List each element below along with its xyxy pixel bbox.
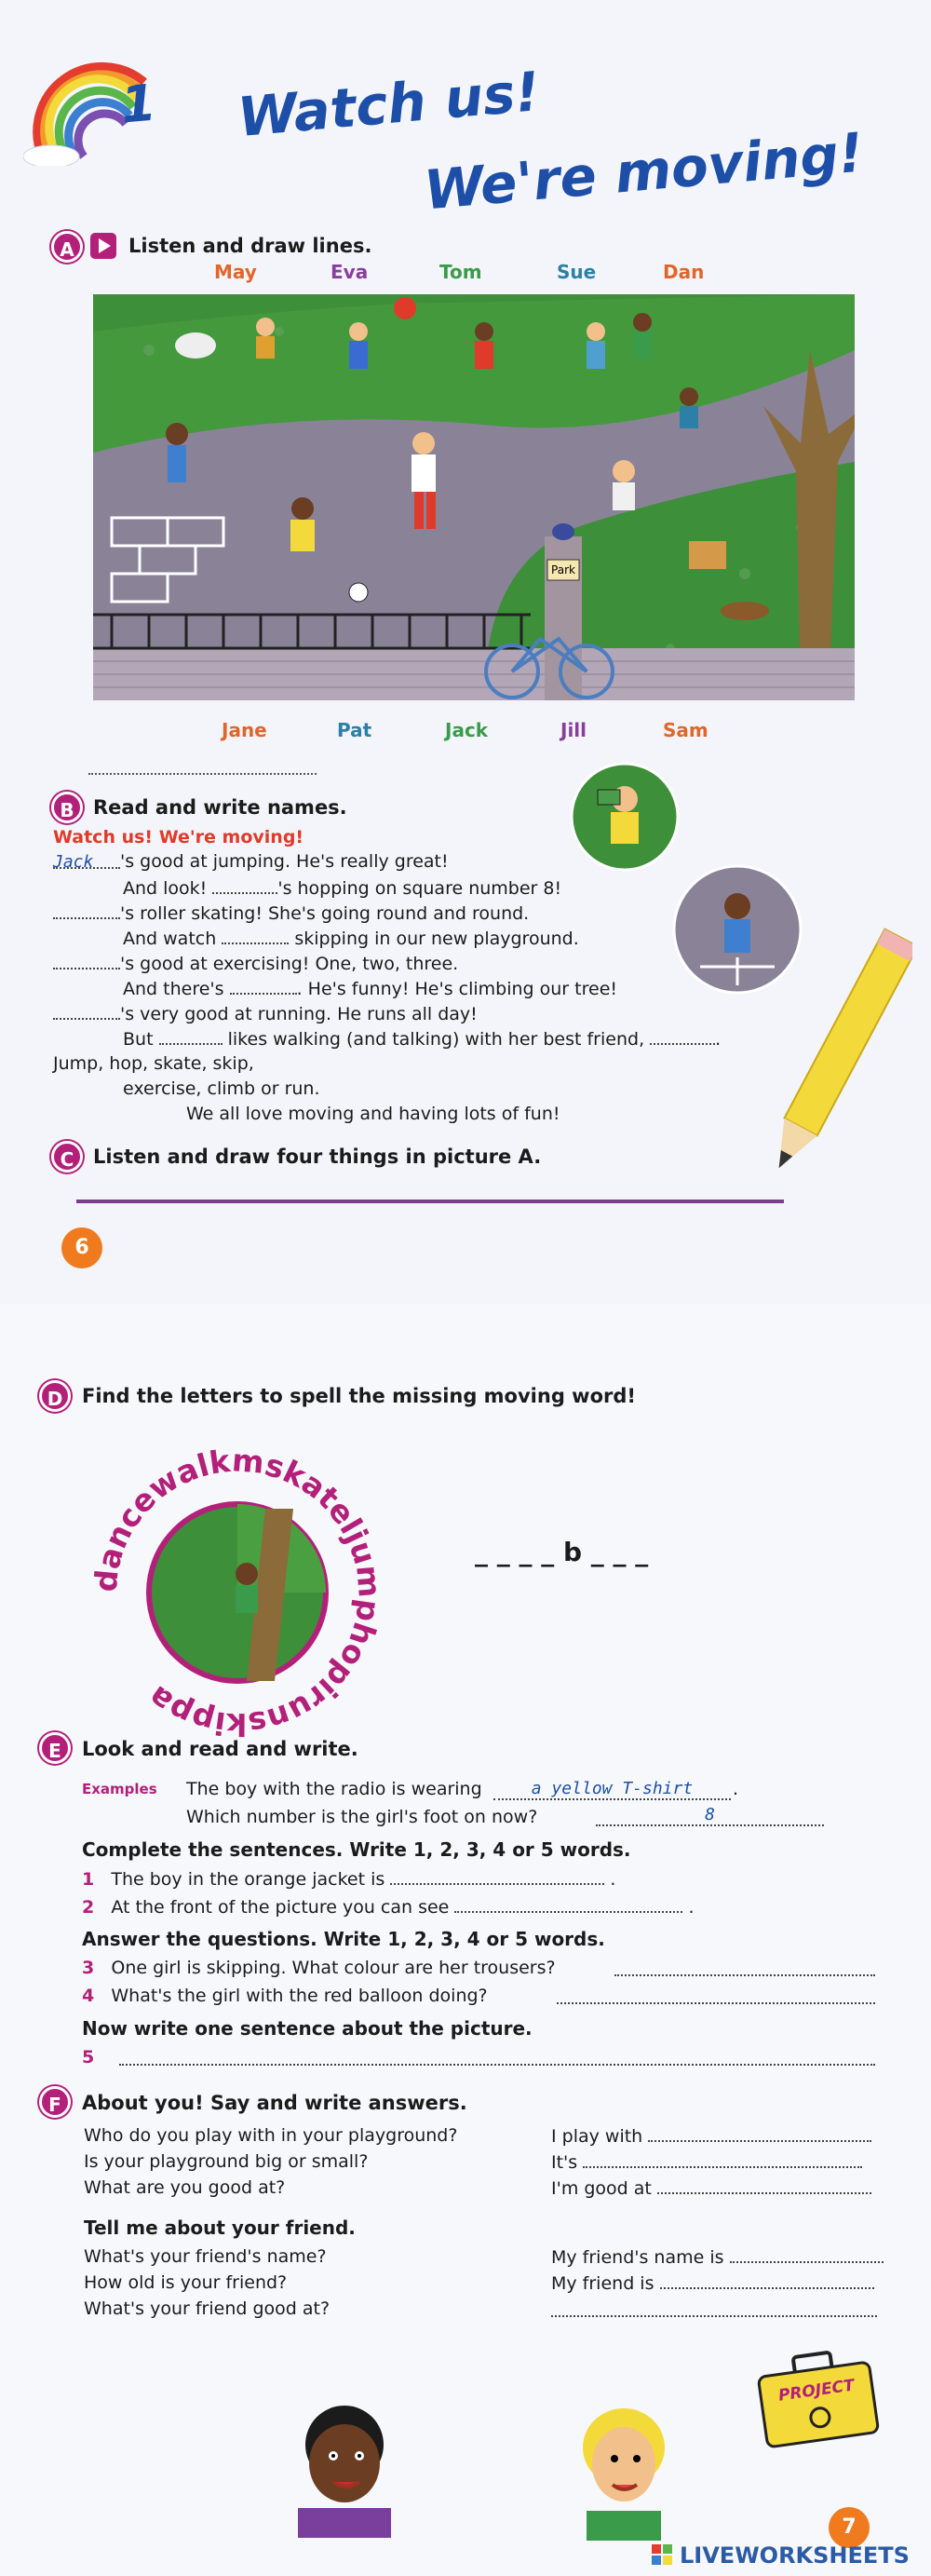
blank-6[interactable] bbox=[230, 978, 297, 995]
circle-letters: dancewalkmskateljumphopirunskippa bbox=[87, 1442, 388, 1743]
about-field-2[interactable] bbox=[583, 2151, 862, 2168]
example-1-period: . bbox=[733, 1779, 739, 1799]
section-e-badge: E bbox=[39, 1732, 71, 1764]
bottom-name-jane: Jane bbox=[222, 719, 267, 741]
poem-line-1: Jack 's good at jumping. He's really great! bbox=[53, 851, 449, 872]
about-question-1: Who do you play with in your playground? bbox=[84, 2125, 458, 2146]
question-5: 5 bbox=[82, 2047, 95, 2068]
friend-question-3: What's your friend good at? bbox=[84, 2298, 331, 2319]
poem-line-6: And there's . He's funny! He's climbing our tree! bbox=[123, 979, 617, 999]
section-a-badge: A bbox=[51, 231, 83, 263]
example-1-question: The boy with the radio is wearing bbox=[186, 1779, 482, 1799]
blank-7[interactable] bbox=[53, 1003, 120, 1020]
watermark: LIVEWORKSHEETS bbox=[652, 2542, 910, 2569]
divider bbox=[76, 1200, 784, 1203]
friend-answer-1: My friend's name is bbox=[551, 2246, 884, 2268]
missing-word-puzzle: _ _ _ _ b _ _ _ bbox=[475, 1537, 649, 1567]
question-1: 1 The boy in the orange jacket is . bbox=[82, 1869, 616, 1890]
girl-avatar-left bbox=[270, 2389, 419, 2538]
poem-line-10: exercise, climb or run. bbox=[123, 1078, 320, 1099]
top-name-may: May bbox=[214, 261, 257, 283]
blank-3[interactable] bbox=[53, 902, 120, 919]
worksheet-logo-icon bbox=[652, 2544, 674, 2567]
playground-picture bbox=[93, 294, 855, 700]
blank-4[interactable] bbox=[222, 928, 289, 944]
blank-9[interactable] bbox=[650, 1028, 715, 1045]
project-label: PROJECT bbox=[776, 2376, 856, 2406]
about-field-1[interactable] bbox=[648, 2125, 871, 2142]
poem-line-3: 's roller skating! She's going round and round. bbox=[53, 902, 529, 924]
word-circle bbox=[79, 1434, 396, 1751]
poem-line-4: And watch skipping in our new playground. bbox=[123, 929, 579, 949]
complete-heading: Complete the sentences. Write 1, 2, 3, 4 or 5 words. bbox=[82, 1838, 631, 1861]
section-e-instruction: Look and read and write. bbox=[82, 1738, 358, 1760]
about-question-2: Is your playground big or small? bbox=[84, 2151, 369, 2172]
page-number-7: 7 bbox=[829, 2507, 870, 2548]
section-f-badge: F bbox=[39, 2086, 71, 2118]
friend-field-2[interactable] bbox=[660, 2272, 874, 2289]
section-b-badge: B bbox=[51, 792, 83, 823]
about-answer-3: I'm good at bbox=[551, 2177, 871, 2199]
now-heading: Now write one sentence about the picture. bbox=[82, 2017, 533, 2040]
answer-line-a[interactable] bbox=[88, 773, 317, 775]
bottom-name-sam: Sam bbox=[663, 719, 708, 741]
about-answer-1: I play with bbox=[551, 2125, 871, 2147]
poem-line-7: 's very good at running. He runs all day! bbox=[53, 1003, 478, 1024]
unit-title-line1: Watch us! bbox=[235, 59, 543, 150]
top-name-sue: Sue bbox=[557, 261, 597, 283]
section-c-badge: C bbox=[51, 1141, 83, 1173]
friend-heading: Tell me about your friend. bbox=[84, 2217, 356, 2239]
about-field-3[interactable] bbox=[657, 2177, 871, 2194]
answer-3-field[interactable] bbox=[614, 1974, 875, 1976]
section-b-instruction: Read and write names. bbox=[93, 796, 347, 819]
friend-field-3[interactable] bbox=[551, 2315, 877, 2317]
question-3: 3 One girl is skipping. What colour are her trousers? bbox=[82, 1958, 556, 1978]
about-question-3: What are you good at? bbox=[84, 2177, 286, 2198]
example-2-question: Which number is the girl's foot on now? bbox=[186, 1807, 538, 1827]
examples-label: Examples bbox=[82, 1781, 157, 1797]
friend-question-2: How old is your friend? bbox=[84, 2272, 288, 2293]
boy-radio-picture bbox=[570, 762, 680, 872]
poem-line-9: Jump, hop, skate, skip, bbox=[53, 1053, 254, 1074]
project-briefcase-icon bbox=[752, 2347, 883, 2449]
example-answer: Jack bbox=[53, 852, 120, 869]
section-c-instruction: Listen and draw four things in picture A. bbox=[93, 1146, 542, 1168]
bottom-name-pat: Pat bbox=[337, 719, 372, 741]
top-name-tom: Tom bbox=[439, 261, 482, 283]
park-sign: Park bbox=[551, 563, 575, 576]
answer-2-field[interactable] bbox=[454, 1896, 682, 1913]
page-number-6: 6 bbox=[61, 1227, 102, 1268]
blank-2[interactable] bbox=[212, 877, 277, 894]
answer-4-field[interactable] bbox=[557, 2002, 875, 2004]
poem-title: Watch us! We're moving! bbox=[53, 827, 304, 847]
girl-avatar-right bbox=[559, 2392, 689, 2541]
answer-5-field[interactable] bbox=[119, 2064, 875, 2066]
poem-line-8: But likes walking (and talking) with her best friend, . bbox=[123, 1029, 722, 1050]
unit-title-line2: We're moving! bbox=[421, 120, 866, 223]
friend-answer-2: My friend is bbox=[551, 2272, 874, 2294]
audio-play-icon[interactable] bbox=[90, 233, 116, 259]
poem-line-2: And look! 's hopping on square number 8! bbox=[123, 878, 562, 899]
section-d-badge: D bbox=[39, 1380, 71, 1412]
friend-question-1: What's your friend's name? bbox=[84, 2246, 327, 2267]
top-name-dan: Dan bbox=[663, 261, 705, 283]
answer-1-field[interactable] bbox=[390, 1868, 604, 1885]
section-f-instruction: About you! Say and write answers. bbox=[82, 2092, 467, 2114]
blank-8[interactable] bbox=[159, 1028, 223, 1045]
question-4: 4 What's the girl with the red balloon doing? bbox=[82, 1986, 488, 2006]
unit-number: 1 bbox=[118, 73, 159, 135]
example-2-answer: 8 bbox=[596, 1805, 824, 1826]
answer-heading: Answer the questions. Write 1, 2, 3, 4 or 5 words. bbox=[82, 1928, 605, 1950]
example-1-answer: a yellow T-shirt bbox=[493, 1779, 731, 1800]
section-d-instruction: Find the letters to spell the missing moving word! bbox=[82, 1385, 636, 1407]
poem-line-11: We all love moving and having lots of fun! bbox=[186, 1104, 560, 1124]
page-seven bbox=[0, 1304, 931, 2576]
bottom-name-jack: Jack bbox=[445, 719, 489, 741]
poem-line-5: 's good at exercising! One, two, three. bbox=[53, 953, 458, 974]
question-2: 2 At the front of the picture you can see . bbox=[82, 1897, 695, 1918]
about-answer-2: It's bbox=[551, 2151, 862, 2173]
top-name-eva: Eva bbox=[331, 261, 369, 283]
blank-5[interactable] bbox=[53, 953, 120, 969]
bottom-name-jill: Jill bbox=[560, 719, 587, 741]
pencil-icon bbox=[763, 913, 912, 1201]
friend-field-1[interactable] bbox=[730, 2246, 884, 2263]
section-a-instruction: Listen and draw lines. bbox=[128, 235, 372, 257]
